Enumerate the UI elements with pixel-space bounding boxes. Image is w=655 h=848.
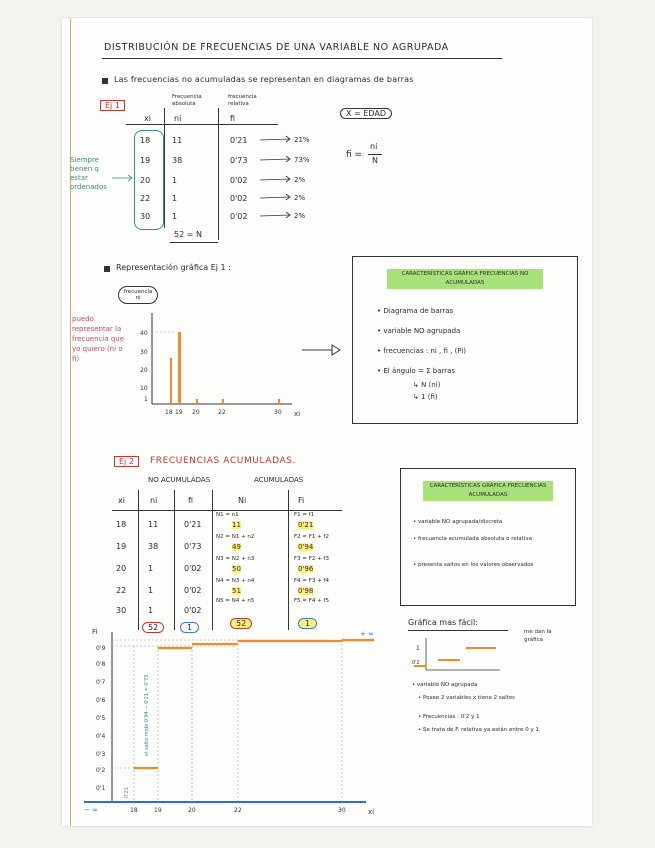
ej1-pct: 2% (294, 194, 306, 202)
graph3-item: • Frecuencias : 0'2 y 1 (418, 714, 480, 720)
ej2-Fi-value: 0'94 (298, 543, 314, 551)
ej2-fi: 0'21 (184, 520, 202, 529)
minus-infinity-label: − ∞ (84, 806, 98, 814)
x-tick: 30 (338, 807, 346, 814)
ej2-col: Ni (238, 496, 247, 505)
ej1-fi: 0'02 (230, 194, 248, 203)
graph3-step-chart (412, 636, 502, 676)
ej1-fi: 0'73 (230, 156, 248, 165)
ej2-ni: 1 (148, 606, 154, 615)
ej1-fi: 0'02 (230, 212, 248, 221)
graph3-heading-underline (408, 630, 508, 631)
ej2-Fi-value: 0'96 (298, 565, 314, 573)
ej2-Ni-value: 11 (232, 521, 241, 529)
x-tick: 19 (175, 409, 183, 416)
ej2-fi: 0'02 (184, 586, 202, 595)
ej1-col-ni: ni (174, 114, 182, 123)
box1-sub: ↳ N (ni) (413, 381, 441, 389)
ej1-fi: 0'02 (230, 176, 248, 185)
graph3-item-text: variable NO agrupada (417, 682, 478, 688)
box1-item: • frecuencias : ni , fi , (Pi) (377, 347, 467, 355)
ej2-Ni-formula: N4 = N3 + n4 (216, 578, 255, 584)
ej2-Ni-value: 49 (232, 543, 241, 551)
ej2-ni: 1 (148, 586, 154, 595)
formula-lhs: fi = (346, 150, 363, 160)
y-tick: 0'9 (96, 645, 106, 652)
graph3-item: • variable NO agrupada (412, 682, 478, 688)
box2-item-text: presenta saltos en los valores observados (418, 562, 534, 568)
graph3-item: • Se trata de F. relativa ya están entre 0 y 1 (418, 727, 539, 733)
ej1-col-fi: fi (230, 114, 236, 123)
ej2-col: fi (188, 496, 194, 505)
ej1-ni: 1 (172, 212, 178, 221)
ej1-pct: 73% (294, 156, 310, 164)
box2-item: • variable NO agrupada/discreta (413, 519, 503, 525)
y-tick: 30 (140, 349, 148, 356)
ej2-sum-fi: 1 (180, 622, 199, 633)
ej1-xi: 19 (140, 156, 151, 165)
ej2-sum-ni: 52 (142, 622, 164, 633)
box-acumuladas (400, 468, 576, 606)
ej1-pct: 2% (294, 212, 306, 220)
ej2-xi: 20 (116, 564, 127, 573)
formula-den: N (372, 156, 378, 165)
graph1-note: puedo representar la frecuencia que yo quiero (ni o fi) (72, 315, 125, 363)
y-tick: 0'7 (96, 679, 106, 686)
ej2-no-acum-label: NO ACUMULADAS (148, 476, 211, 484)
page-title: DISTRIBUCIÓN DE FRECUENCIAS DE UNA VARIABLE NO AGRUPADA (104, 42, 449, 53)
y-tick: 10 (140, 385, 148, 392)
box1-title: CARACTERÍSTICAS GRÁFICA FRECUENCIAS NO ACUMULADAS (387, 269, 543, 289)
ej2-Fi-formula: F3 = F2 + f3 (294, 556, 329, 562)
ej1-pct: 2% (294, 176, 306, 184)
ej2-col: Fi (298, 496, 305, 505)
box1-item: • Diagrama de barras (377, 307, 454, 315)
box1-item: • variable NO agrupada (377, 327, 461, 335)
y-tick: 0'3 (96, 751, 106, 758)
x-tick: 22 (234, 807, 242, 814)
ej1-pct: 21% (294, 136, 310, 144)
box1-item-text: frecuencias : ni , fi , (Pi) (383, 347, 467, 355)
y-tick: 0'4 (96, 733, 106, 740)
graph3-item-text: Se trata de F. relativa ya están entre 0 y 1 (423, 727, 539, 733)
y-tick: 0'1 (96, 785, 106, 792)
formula-num: ni (370, 142, 378, 151)
ej1-side-note: Siempre tienen q estar ordenados (70, 156, 107, 191)
y-tick: 40 (140, 330, 148, 337)
step-chart-Fi (84, 626, 384, 816)
ej2-col: xi (118, 496, 125, 505)
y-tick: 0'5 (96, 715, 106, 722)
box2-item-text: frecuencia acumulada absoluta o relativa (418, 536, 532, 542)
ej2-Ni-formula: N2 = N1 + n2 (216, 534, 255, 540)
ej2-Ni-formula: N5 = N4 + n5 (216, 598, 255, 604)
y-tick: 0'2 (96, 767, 106, 774)
y-axis-label: Fi (92, 628, 98, 636)
x-tick: 20 (192, 409, 200, 416)
graph3-y2: 0'2 (412, 660, 420, 666)
ej2-Fi-formula: F1 = f1 (294, 512, 315, 518)
graph1-heading: Representación gráfica Ej 1 : (116, 263, 231, 272)
ej2-label: Ej 2 (114, 456, 139, 467)
graph3-note: me dan la gráfica (524, 629, 552, 643)
ej2-fi: 0'02 (184, 564, 202, 573)
ej2-heading: FRECUENCIAS ACUMULADAS. (150, 456, 296, 466)
ej2-ni: 38 (148, 542, 159, 551)
ej1-ni-header: Frecuencia absoluta (172, 94, 202, 107)
box2-item-text: variable NO agrupada/discreta (418, 519, 503, 525)
box2-title: CARACTERÍSTICAS GRÁFICA FRECUENCIAS ACUMULADAS (423, 481, 553, 501)
graph3-item-text: Frecuencias : 0'2 y 1 (423, 714, 480, 720)
Fi-steps (134, 640, 374, 768)
ej2-Ni-formula: N3 = N2 + n3 (216, 556, 255, 562)
ej1-col-xi: xi (144, 114, 151, 123)
ej1-xi: 20 (140, 176, 151, 185)
ej2-vline (288, 490, 289, 630)
ej2-Ni-value: 51 (232, 587, 241, 595)
box1-sub-text: 1 (fi) (421, 393, 438, 401)
ej1-ni: 11 (172, 136, 183, 145)
ej2-col: ni (150, 496, 158, 505)
jump-label: el salto mide 0'94 − 0'21 = 0'73 (144, 674, 150, 756)
box1-sub: ↳ 1 (fi) (413, 393, 438, 401)
ej2-ni: 1 (148, 564, 154, 573)
ej1-xi: 18 (140, 136, 151, 145)
y-tick: 1 (144, 396, 148, 403)
graph3-item: • Posee 2 variables x tiene 2 saltos (418, 695, 516, 701)
ej2-ni: 11 (148, 520, 159, 529)
notebook-page (62, 18, 592, 826)
x-tick: 20 (188, 807, 196, 814)
ej2-xi: 30 (116, 606, 127, 615)
ej2-Fi-formula: F5 = F4 + f5 (294, 598, 329, 604)
ej2-vline (138, 490, 139, 630)
ej2-xi: 19 (116, 542, 127, 551)
x-axis-label: xi (294, 410, 301, 418)
box1-item-text: Diagrama de barras (383, 307, 454, 315)
y-tick: 0'6 (96, 697, 106, 704)
graph3-y1: 1 (416, 645, 420, 652)
y-tick: 20 (140, 367, 148, 374)
ej2-vline (174, 490, 175, 630)
ej1-fi-header: frecuencia relativa (228, 94, 257, 107)
plus-infinity-label: + ∞ (360, 630, 374, 638)
x-tick: 19 (154, 807, 162, 814)
graph3-item-text: Posee 2 variables x tiene 2 saltos (423, 695, 516, 701)
ej1-xi: 30 (140, 212, 151, 221)
graph1-axis-bubble: frecuencia ni (118, 286, 158, 304)
ej1-xi: 22 (140, 194, 151, 203)
ej2-fi: 0'73 (184, 542, 202, 551)
y-tick: 0'8 (96, 661, 106, 668)
ej2-Ni-formula: N1 = n1 (216, 512, 239, 518)
intro-text: Las frecuencias no acumuladas se representan en diagramas de barras (114, 75, 414, 84)
box-no-acumuladas (352, 256, 578, 424)
ej1-total: 52 = N (174, 230, 202, 239)
ej1-ni: 1 (172, 176, 178, 185)
ej1-fi: 0'21 (230, 136, 248, 145)
ej2-Fi-formula: F4 = F3 + f4 (294, 578, 329, 584)
small-jump-label: 0'21 (124, 787, 130, 798)
x-axis-label: xi (368, 808, 375, 816)
box1-item: • El ángulo = Σ barras (377, 367, 456, 375)
ej1-label: Ej 1 (100, 100, 125, 111)
ej1-ni: 1 (172, 194, 178, 203)
ej2-xi: 18 (116, 520, 127, 529)
ej2-Ni-value: 50 (232, 565, 241, 573)
ej2-xi: 22 (116, 586, 127, 595)
x-tick: 30 (274, 409, 282, 416)
x-tick: 18 (130, 807, 138, 814)
ej2-header-line (112, 510, 342, 511)
ej2-Fi-formula: F2 = F1 + f2 (294, 534, 329, 540)
x-tick: 22 (218, 409, 226, 416)
box1-sub-text: N (ni) (421, 381, 441, 389)
ej2-sum-Ni: 52 (230, 618, 252, 629)
graph3-heading: Gráfica mas fácil: (408, 618, 478, 627)
box1-item-text: El ángulo = Σ barras (383, 367, 456, 375)
ej2-fi: 0'02 (184, 606, 202, 615)
ej2-Fi-value: 0'98 (298, 587, 314, 595)
ej2-vline (212, 490, 213, 630)
x-definition: X = EDAD (340, 108, 392, 119)
ej2-sum-Fi: 1 (298, 618, 317, 629)
box1-item-text: variable NO agrupada (383, 327, 461, 335)
ej1-ni: 38 (172, 156, 183, 165)
ej2-acum-label: ACUMULADAS (254, 476, 304, 484)
x-tick: 18 (165, 409, 173, 416)
ej2-Fi-value: 0'21 (298, 521, 314, 529)
box2-item: • frecuencia acumulada absoluta o relativa (413, 536, 532, 542)
box2-item: • presenta saltos en los valores observados (413, 562, 534, 568)
